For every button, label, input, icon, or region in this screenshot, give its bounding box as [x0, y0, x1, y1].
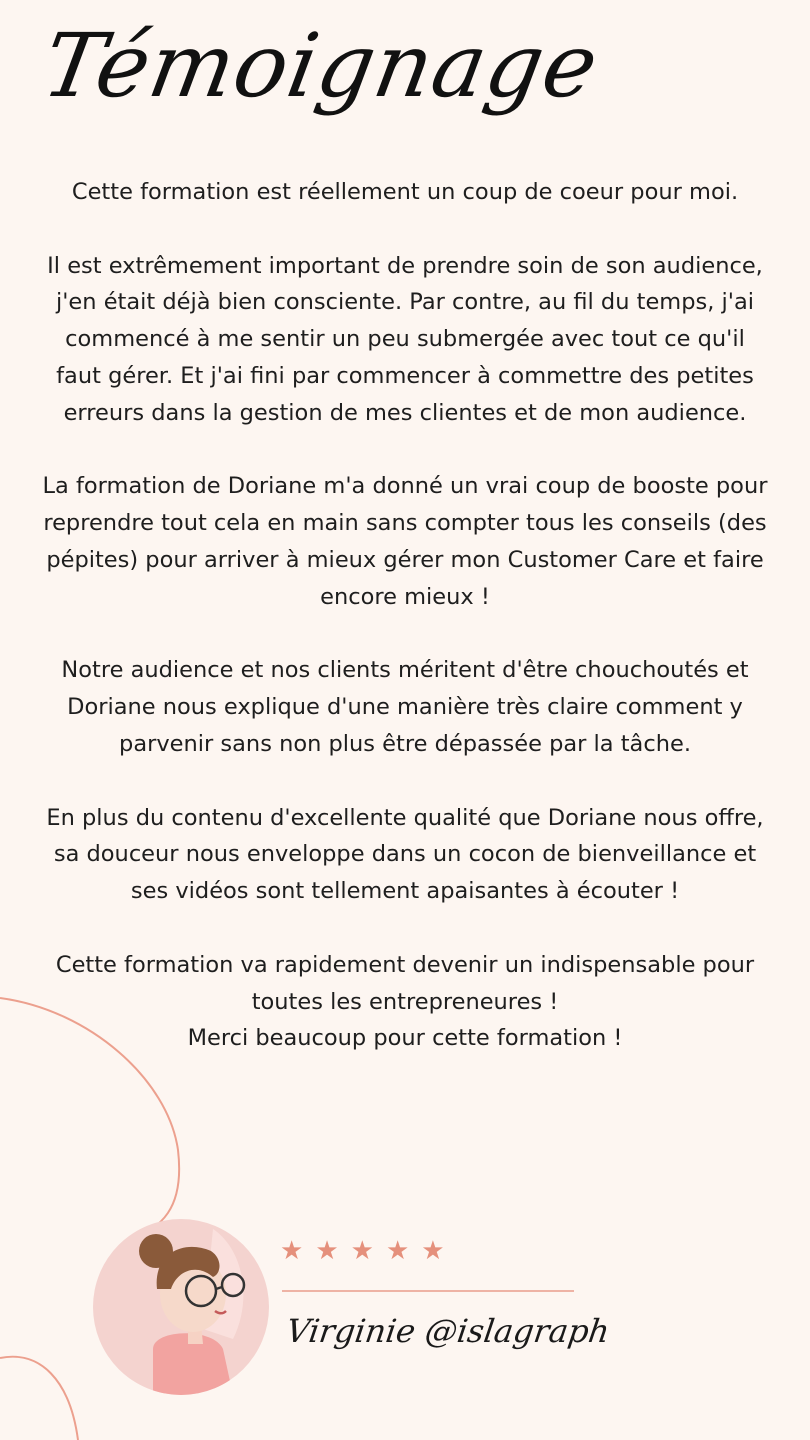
avatar — [93, 1219, 269, 1395]
star-icon: ★ — [385, 1236, 410, 1266]
closing-line-2: Merci beaucoup pour cette formation ! — [187, 1025, 623, 1052]
paragraph-2: Il est extrêmement important de prendre soin de son audience, j'en était déjà bien consciente. Par contre, au fil du temps, j'ai commencé à me sentir un peu submergée avec tout ce qu'il faut gérer. Et j'ai fini par commencer à commettre des petites erreurs dans la gestion de mes clientes et de mon audience. — [47, 252, 763, 426]
star-icon: ★ — [280, 1236, 304, 1266]
paragraph-1: Cette formation est réellement un coup de coeur pour moi. — [71, 179, 739, 205]
divider — [282, 1290, 574, 1292]
paragraph-4: Notre audience et nos clients méritent d'être chouchoutés et Doriane nous explique d'une manière très claire comment y parvenir sans non plus être dépassée par la tâche. — [61, 657, 749, 757]
star-icon: ★ — [315, 1236, 339, 1266]
rating-stars — [280, 1236, 445, 1266]
page-title: Témoignage — [35, 14, 607, 117]
author-signature: Virginie @islagraph — [284, 1312, 613, 1350]
paragraph-3: La formation de Doriane m'a donné un vrai coup de booste pour reprendre tout cela en main sans compter tous les conseils (des pépites) pour arriver à mieux gérer mon Customer Care et faire encore mieux ! — [42, 473, 768, 610]
closing-line-1: Cette formation va rapidement devenir un indispensable pour toutes les entrepreneures ! — [55, 951, 755, 1015]
star-icon: ★ — [350, 1236, 374, 1266]
testimonial-text — [40, 174, 770, 1057]
closing-paragraph — [40, 947, 770, 1057]
star-icon: ★ — [421, 1236, 445, 1266]
paragraph-5: En plus du contenu d'excellente qualité que Doriane nous offre, sa douceur nous enveloppe dans un cocon de bienveillance et ses vidéos sont tellement apaisantes à écouter ! — [46, 804, 764, 905]
avatar-illustration — [93, 1219, 269, 1395]
